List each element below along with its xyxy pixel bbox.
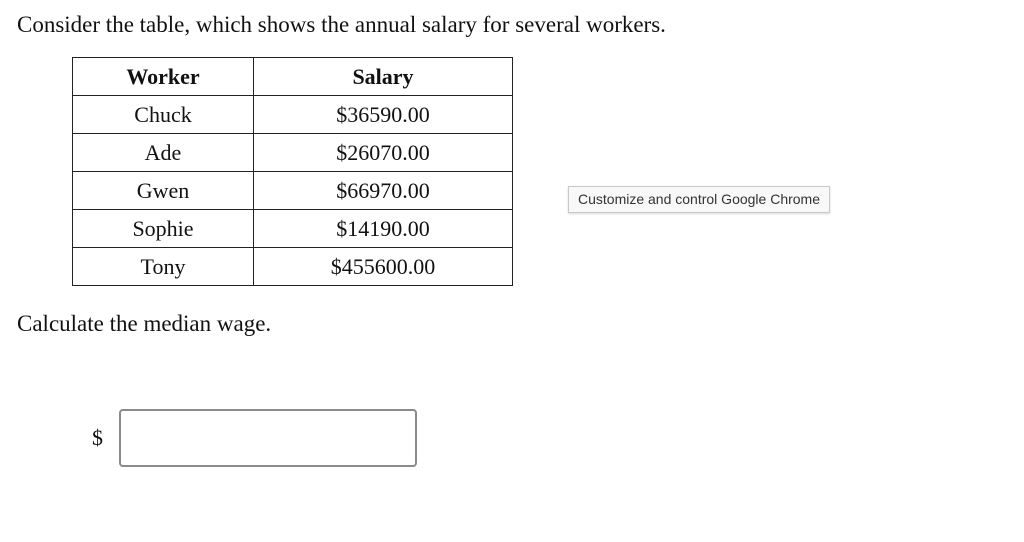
median-answer-input[interactable] [119, 409, 417, 467]
salary-cell: $14190.00 [254, 210, 513, 248]
worker-cell: Chuck [73, 96, 254, 134]
worker-cell: Gwen [73, 172, 254, 210]
table-row [73, 172, 513, 210]
worker-cell: Sophie [73, 210, 254, 248]
table-row [73, 248, 513, 286]
worker-cell: Tony [73, 248, 254, 286]
table-row [73, 96, 513, 134]
table-row [73, 210, 513, 248]
salary-cell: $36590.00 [254, 96, 513, 134]
salary-table [72, 57, 513, 286]
table-header-row [73, 58, 513, 96]
worker-cell: Ade [73, 134, 254, 172]
salary-cell: $455600.00 [254, 248, 513, 286]
column-header-salary: Salary [254, 58, 513, 96]
question-prompt: Calculate the median wage. [17, 311, 272, 336]
chrome-menu-tooltip: Customize and control Google Chrome [568, 186, 830, 213]
question-intro: Consider the table, which shows the annual salary for several workers. [17, 12, 666, 37]
column-header-worker: Worker [73, 58, 254, 96]
currency-symbol: $ [92, 425, 103, 450]
salary-cell: $26070.00 [254, 134, 513, 172]
salary-cell: $66970.00 [254, 172, 513, 210]
table-row [73, 134, 513, 172]
